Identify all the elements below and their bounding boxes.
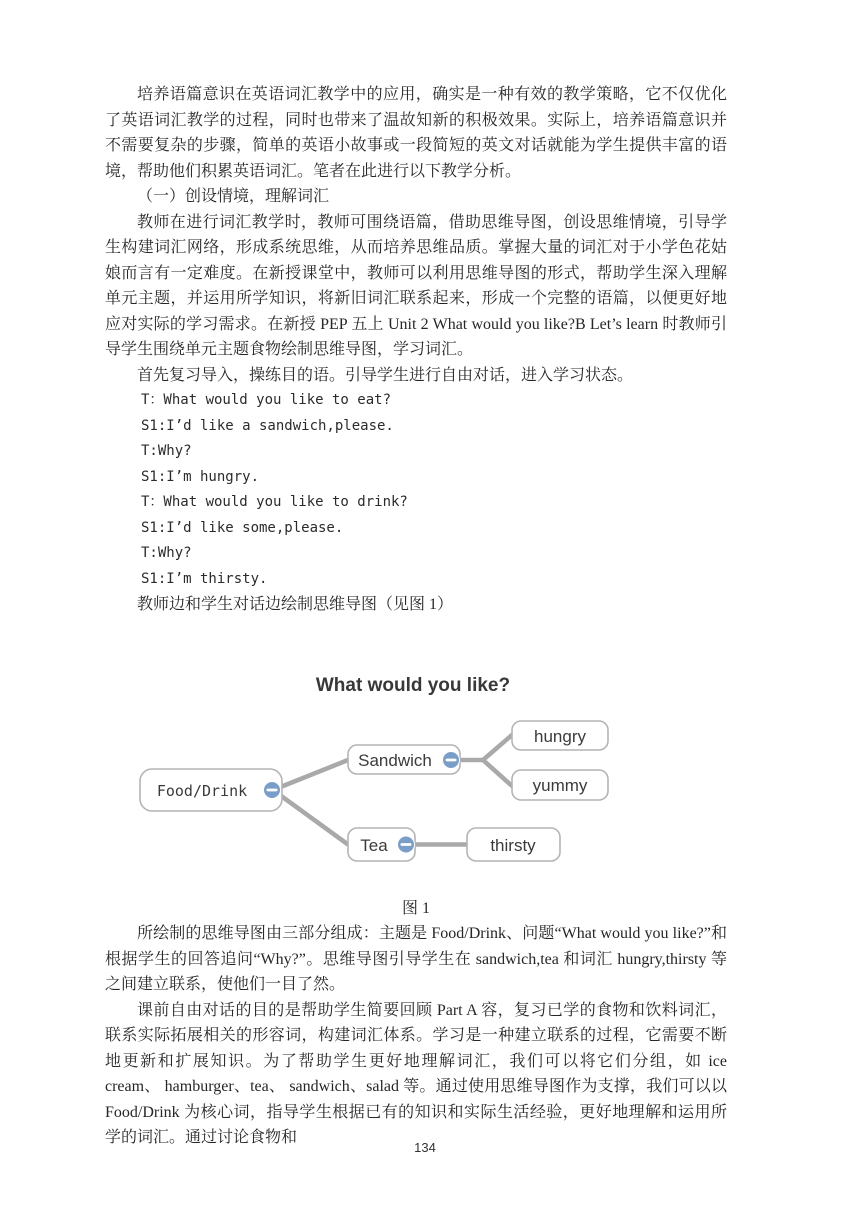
node-yummy	[512, 770, 608, 800]
node-yummy-label: yummy	[532, 775, 588, 795]
dialogue-block	[105, 388, 727, 592]
dialogue-line: S1:I’d like some,please.	[141, 519, 344, 536]
node-hungry-label: hungry	[534, 726, 586, 746]
collapse-minus-icon	[443, 751, 460, 768]
dialogue-line: T：What would you like to eat?	[141, 392, 392, 408]
node-hungry	[512, 721, 608, 750]
collapse-minus-icon	[398, 836, 415, 853]
mindmap-figure	[105, 618, 727, 896]
paragraph-figure-lead: 教师边和学生对话边绘制思维导图（见图 1）	[137, 596, 454, 613]
connector-sandwich-hungry	[452, 735, 512, 760]
mindmap-svg	[105, 618, 727, 896]
section-heading: （一）创设情境，理解词汇	[137, 188, 330, 205]
dialogue-line: S1:I’d like a sandwich,please.	[141, 417, 394, 434]
node-sandwich	[348, 745, 460, 774]
collapse-minus-icon	[264, 781, 281, 798]
dialogue-line: T:Why?	[141, 443, 192, 459]
node-sandwich-label: Sandwich	[358, 750, 432, 770]
dialogue-line: T：What would you like to drink?	[141, 494, 408, 510]
dialogue-line: T:Why?	[141, 545, 192, 561]
node-food-drink	[140, 769, 282, 811]
node-thirsty	[467, 828, 560, 861]
node-tea	[348, 828, 415, 861]
paragraph-teaching: 教师在进行词汇教学时，教师可围绕语篇，借助思维导图，创设思维情境，引导学生构建词汇网络，形成系统思维，从而培养思维品质。掌握大量的词汇对于小学色花姑娘而言有一定难度。在新授课堂中，教师可以利用思维导图的形式，帮助学生深入理解单元主题，并运用所学知识，将新旧词汇联系起来，形成一个完整的语篇，以便更好地应对实际的学习需求。在新授 PEP 五上 Unit 2 What would you like?B Let’s learn 时教师引导学生围绕单元主题食物绘制思维导图，学习词汇。	[105, 213, 727, 358]
page-number: 134	[414, 1140, 436, 1155]
dialogue-line: S1:I’m hungry.	[141, 468, 260, 485]
node-food-drink-label: Food/Drink	[156, 781, 248, 800]
connector-root-tea	[273, 790, 348, 845]
dialogue-line: S1:I’m thirsty.	[141, 570, 268, 587]
node-tea-label: Tea	[360, 835, 388, 855]
paragraph-intro: 培养语篇意识在英语词汇教学中的应用，确实是一种有效的教学策略，它不仅优化了英语词汇教学的过程，同时也带来了温故知新的积极效果。实际上，培养语篇意识并不需要复杂的步骤，简单的英语小故事或一段简短的英文对话就能为学生提供丰富的语境，帮助他们积累英语词汇。笔者在此进行以下教学分析。	[105, 86, 727, 180]
paragraph-purpose: 课前自由对话的目的是帮助学生简要回顾 Part A 容，复习已学的食物和饮料词汇，联系实际拓展相关的形容词，构建词汇体系。学习是一种建立联系的过程，它需要不断地更新和扩展知识。为了帮助学生更好地理解词汇，我们可以将它们分组，如 ice cream、 hamburger、tea、 sandwich、salad 等。通过使用思维导图作为支撑，我们可以以 Food/Drink 为核心词，指导学生根据已有的知识和实际生活经验，更好地理解和运用所学的词汇。通过讨论食物和	[105, 1001, 727, 1146]
figure-caption: 图 1	[401, 899, 430, 917]
paragraph-warmup: 首先复习导入，操练目的语。引导学生进行自由对话，进入学习状态。	[137, 366, 634, 384]
paragraph-figure-explain: 所绘制的思维导图由三部分组成：主题是 Food/Drink、问题“What would you like?”和根据学生的回答追问“Why?”。思维导图引导学生在 sandwich,tea 和词汇 hungry,thirsty 等之间建立联系，使他们一目了然。	[105, 925, 727, 993]
connector-root-sandwich	[273, 760, 348, 790]
mindmap-title: What would you like?	[315, 674, 511, 696]
connector-sandwich-yummy	[483, 760, 512, 786]
node-thirsty-label: thirsty	[490, 835, 536, 855]
